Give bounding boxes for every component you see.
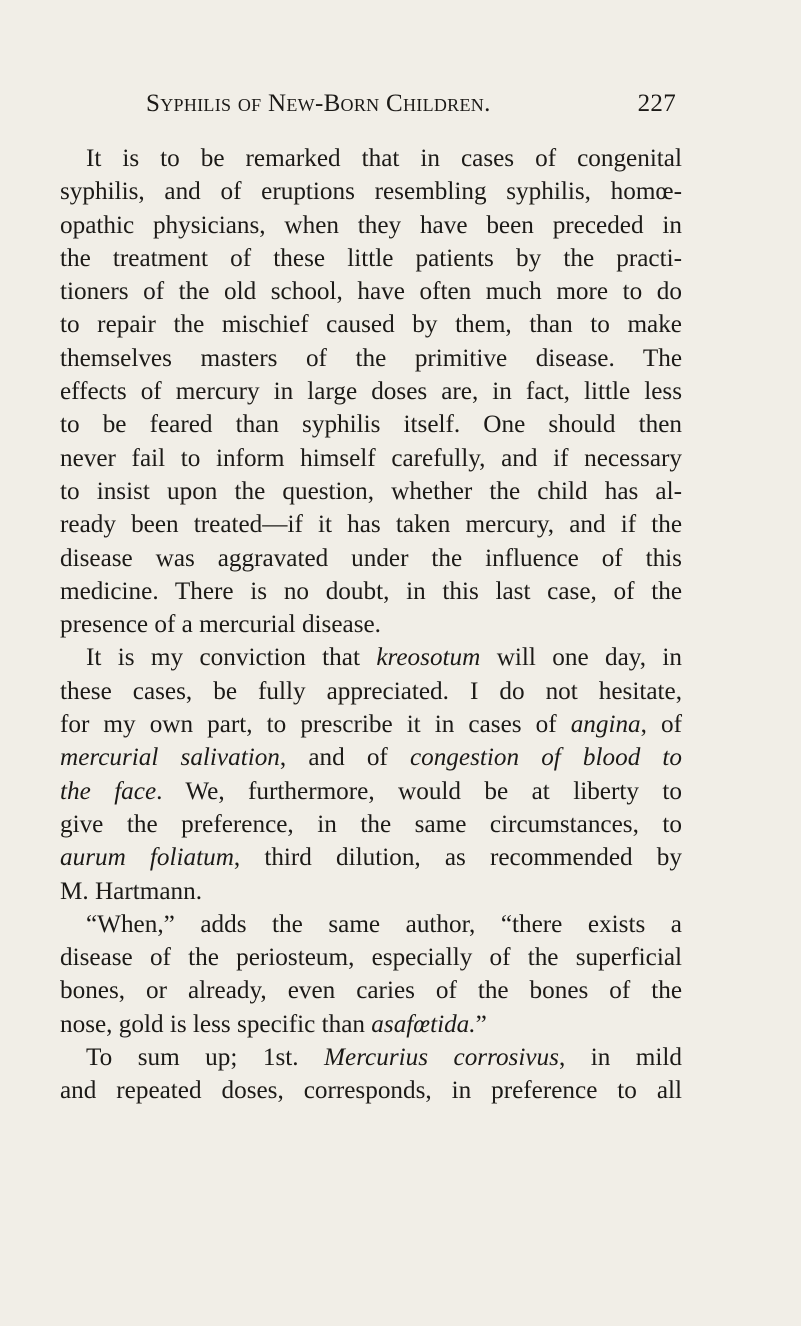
text-line xyxy=(60,508,682,541)
italic-text: mercurial salivation xyxy=(60,744,280,772)
text-line xyxy=(60,641,682,674)
text-run: To sum up; 1st. xyxy=(86,1044,325,1072)
text-line xyxy=(60,308,682,341)
italic-text: congestion of blood to xyxy=(409,744,683,772)
text-line xyxy=(60,142,682,175)
text-run: ready been treated—if it has taken mercury, and if the xyxy=(60,511,682,539)
text-line xyxy=(60,342,682,375)
text-line xyxy=(60,708,682,741)
text-run: presence of a mercurial disease. xyxy=(60,611,381,639)
text-line xyxy=(60,908,682,941)
text-line xyxy=(60,375,682,408)
italic-text: kreosotum xyxy=(376,644,481,672)
text-run: syphilis, and of eruptions resembling syphilis, homœ- xyxy=(60,178,682,206)
italic-text: Mercurius corrosivus xyxy=(324,1044,559,1072)
text-run: , of xyxy=(640,711,683,739)
italic-text: the face xyxy=(60,777,157,805)
text-line xyxy=(60,941,682,974)
text-run: to be feared than syphilis itself. One should then xyxy=(60,411,682,439)
text-line xyxy=(60,242,682,275)
text-line xyxy=(60,741,682,774)
text-line xyxy=(60,841,682,874)
text-line xyxy=(60,808,682,841)
text-run: these cases, be fully appreciated. I do not hesitate, xyxy=(60,677,682,705)
text-line xyxy=(60,408,682,441)
text-line xyxy=(60,575,682,608)
text-run: disease of the periosteum, especially of the superficial xyxy=(60,944,682,972)
text-line xyxy=(60,542,682,575)
text-run: and repeated doses, corresponds, in preference to all xyxy=(60,1077,682,1105)
text-run: tioners of the old school, have often much more to do xyxy=(60,278,682,306)
text-line xyxy=(60,209,682,242)
text-run: opathic physicians, when they have been preceded in xyxy=(60,211,682,239)
text-line xyxy=(60,1008,682,1041)
text-run: to insist upon the question, whether the child has al- xyxy=(60,477,682,505)
body-text xyxy=(60,142,682,1108)
text-run: ” xyxy=(475,1010,487,1038)
text-run: M. Hartmann. xyxy=(60,877,202,905)
text-line xyxy=(60,775,682,808)
text-run: , third dilution, as recommended by xyxy=(233,844,682,872)
text-run: to repair the mischief caused by them, than to make xyxy=(60,311,682,339)
italic-text: aurum foliatum xyxy=(60,844,234,872)
text-line xyxy=(60,875,682,908)
text-run: disease was aggravated under the influence of this xyxy=(60,544,682,572)
text-run: the treatment of these little patients by the practi- xyxy=(60,244,682,272)
text-line xyxy=(60,675,682,708)
text-line xyxy=(60,1041,682,1074)
text-run: . We, furthermore, would be at liberty to xyxy=(156,777,682,805)
text-line xyxy=(60,475,682,508)
text-line xyxy=(60,175,682,208)
text-run: , in mild xyxy=(558,1044,682,1072)
text-run: never fail to inform himself carefully, and if necessary xyxy=(60,444,682,472)
text-line xyxy=(60,608,682,641)
text-run: will one day, in xyxy=(480,644,682,672)
text-run: It is my conviction that xyxy=(86,644,377,672)
text-run: for my own part, to prescribe it in cases of xyxy=(60,711,571,739)
text-run: medicine. There is no doubt, in this last case, of the xyxy=(60,577,682,605)
page-number: 227 xyxy=(637,90,676,117)
text-run: , and of xyxy=(279,744,410,772)
italic-text: asafœtida. xyxy=(371,1010,476,1038)
text-run: themselves masters of the primitive disease. The xyxy=(60,344,682,372)
running-title: Syphilis of New-Born Children. xyxy=(146,90,491,117)
text-line xyxy=(60,974,682,1007)
running-head xyxy=(146,86,676,126)
italic-text: angina xyxy=(570,711,641,739)
text-line xyxy=(60,442,682,475)
text-run: give the preference, in the same circumstances, to xyxy=(60,810,682,838)
text-line xyxy=(60,275,682,308)
text-run: “When,” adds the same author, “there exists a xyxy=(86,910,682,938)
text-run: effects of mercury in large doses are, in fact, little less xyxy=(60,378,682,406)
text-run: It is to be remarked that in cases of congenital xyxy=(86,145,682,172)
text-line xyxy=(60,1074,682,1107)
text-run: bones, or already, even caries of the bones of the xyxy=(60,977,682,1005)
text-run: nose, gold is less specific than xyxy=(60,1010,372,1038)
